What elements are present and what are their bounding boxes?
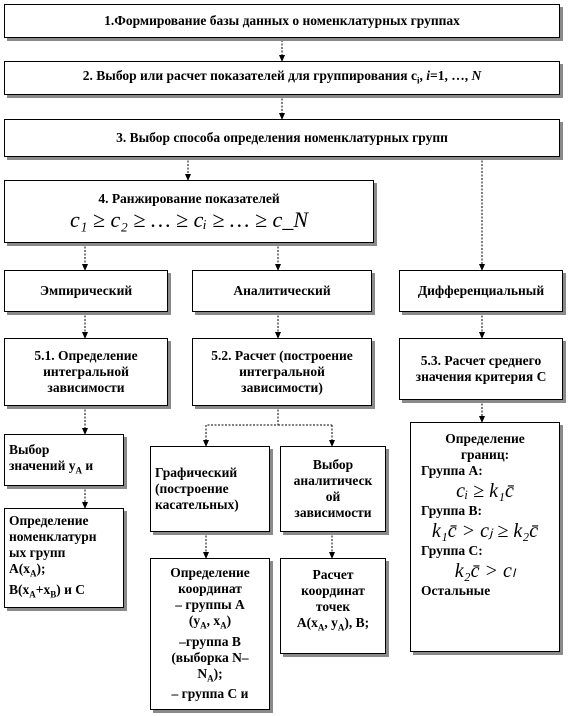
borders-title-2: границ: [460,447,510,462]
raschet-y: , y [324,615,338,630]
empirical-label: Эмпирический [39,283,133,298]
opred-left-a: A(x [9,561,30,577]
vybor-anal-line-2: аналитическ [293,473,373,488]
borders-title-1: Определение [445,431,525,446]
borders-formula-a: cᵢ ≥ k₁c̄ [456,480,514,502]
b2-sub: i [416,75,420,86]
vybor-anal-line-3: ой [325,489,341,504]
box-empirical [4,270,168,312]
vybor-left-line-2 [9,458,93,479]
b2-suffix: =1, …, [430,67,472,83]
borders-rest: Остальные [421,583,491,598]
opred-left-line-4 [9,561,46,582]
opred-left-a-sub: A [30,569,37,579]
b53-line-1: 5.3. Расчет среднего [420,353,542,368]
opred-left-line-1: Определение [9,513,89,529]
opred-left-b-sub2: B [50,589,57,600]
coord-y: (y [188,613,201,628]
box-ranking-title: 4. Ранжирование показателей [98,190,280,206]
coord-y-sub: A [200,620,207,631]
coord-n-sub: A [207,673,214,684]
box-data-formation [4,4,560,38]
vybor-left-line-1: Выбор [9,441,50,457]
box-graphical [150,446,270,532]
borders-formula-c: k₂c̄ > cₗ [454,560,516,582]
vybor-left-text: значений y [9,457,76,473]
coord-line-7 [197,666,222,687]
box-data-formation-text: 1.Формирование базы данных о номенклатурных группах [104,13,460,28]
b51-line-2: интегральной [43,364,129,379]
analytical-label: Аналитический [233,283,331,298]
raschet-line-1: Расчет [312,567,354,582]
coord-n: N [197,665,208,681]
borders-formula-b: k₁c̄ > cⱼ ≥ k₂c̄ [431,520,539,542]
graf-line-2: (построение [155,481,229,496]
box-5-1 [4,338,168,406]
b52-line-3: зависимости) [241,380,323,395]
borders-group-c: Группа C: [421,543,483,558]
differential-label: Дифференциальный [417,283,545,298]
opred-left-b-plus: +x [35,582,51,597]
opred-left-b-tail: ) и C [56,582,85,597]
raschet-line-2: координат [301,583,365,598]
box-point-calculation [280,558,386,654]
graf-line-1: Графический [155,465,238,480]
coord-line-6: (выборка N– [171,649,249,665]
vybor-anal-line-4: зависимости [294,505,372,520]
arrow-52-branch [206,406,278,444]
raschet-a-sub1: A [317,622,325,633]
raschet-line-4 [297,615,369,636]
b53-line-2: значения критерия C [415,369,547,384]
b2-prefix: 2. Выбор или расчет показателей для группирования c [82,67,417,83]
box-differential [399,270,563,312]
coord-line-8: – группа C и [171,686,249,702]
coord-x: , x [206,613,221,628]
box-5-2 [192,338,372,406]
b51-line-3: зависимости [47,380,125,395]
box-method-selection-text: 3. Выбор способа определения номенклатурных групп [116,130,448,145]
opred-left-b-sub1: A [29,589,36,600]
box-coordinate-determination [150,558,270,710]
b2-N: N [471,67,482,83]
coord-x-sub: A [220,620,227,631]
borders-group-a: Группа A: [421,463,483,478]
borders-group-b: Группа B: [421,503,483,518]
box-analytical-dependency [280,446,386,532]
b51-line-1: 5.1. Определение [34,348,138,363]
box-ranking [4,180,374,243]
raschet-a-sub2: A [337,622,345,633]
ranking-formula: c₁ ≥ c₂ ≥ … ≥ cᵢ ≥ … ≥ c_N [69,206,308,232]
opred-left-line-3: ых групп [9,545,66,561]
opred-left-a-tail: ); [36,561,46,577]
box-group-determination [4,508,124,608]
b2-i: i [426,67,430,83]
opred-left-line-5 [9,582,85,603]
box-analytical [192,270,372,312]
box-indicator-selection [4,61,560,95]
opred-left-line-2: номенклатурн [9,529,97,545]
coord-line-3: – группы A [175,597,245,612]
b2-mid: , [419,67,427,83]
box-5-3 [399,338,563,400]
box-method-selection [4,119,560,157]
raschet-a: A(x [296,615,318,630]
coord-close: ) [226,613,232,628]
box-indicator-selection-text [83,68,481,89]
coord-n-tail: ); [213,665,223,681]
coord-line-4 [189,613,231,634]
opred-left-b: B(x [9,582,30,597]
graf-line-3: касательных) [155,497,239,512]
box-borders [410,422,560,652]
b52-line-1: 5.2. Расчет (построение [211,348,353,363]
coord-line-2: координат [178,581,242,596]
raschet-tail: ), B; [344,615,370,630]
vybor-anal-line-1: Выбор [312,457,354,472]
vybor-left-sub: A [75,465,82,476]
b52-line-2: интегральной [239,364,325,379]
coord-line-1: Определение [170,565,250,580]
vybor-left-tail: и [81,457,94,473]
box-value-selection [4,434,124,486]
raschet-line-3: точек [315,599,351,614]
coord-line-5: –группа B [179,633,241,649]
